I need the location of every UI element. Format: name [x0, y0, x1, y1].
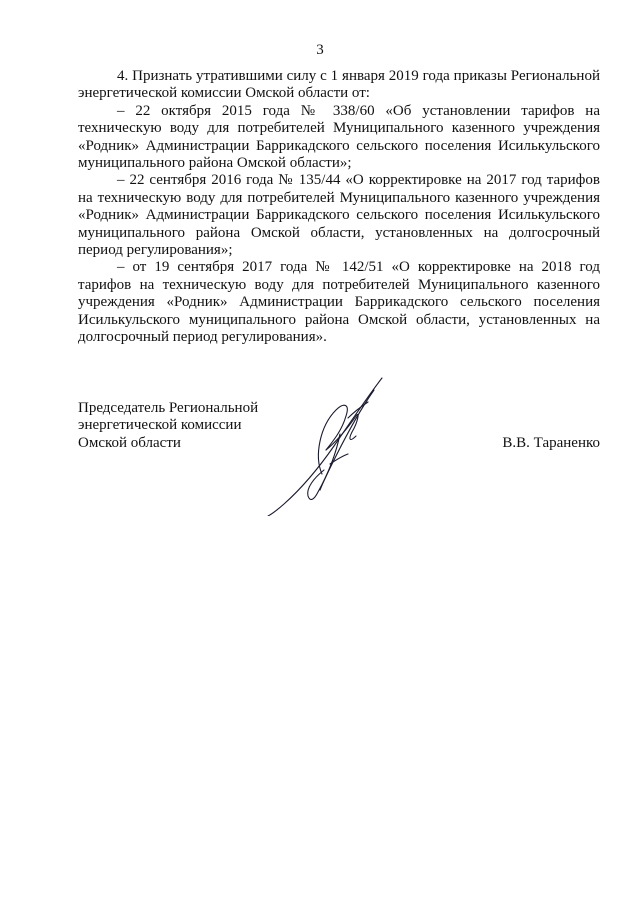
signature-block	[78, 400, 600, 530]
signer-position-line: энергетической комиссии	[78, 417, 242, 434]
paragraph-order-2017: – от 19 сентября 2017 года № 142/51 «О корректировке на 2018 год тарифов на техническую воду для потребителей Муниципального казенного учреждения «Родник» Администрации Баррикадского сельского поселения Исилькульского муниципального района Омской области, установленных на долгосрочный период регулирования».	[78, 259, 600, 346]
page-number: 3	[316, 42, 324, 58]
document-body	[78, 68, 600, 347]
paragraph-order-2015: – 22 октября 2015 года № 338/60 «Об установлении тарифов на техническую воду для потребителей Муниципального казенного учреждения «Родник» Администрации Баррикадского сельского поселения Исилькульского муниципального района Омской области»;	[78, 102, 600, 172]
signer-position-line: Председатель Региональной	[78, 400, 259, 416]
signer-position	[78, 400, 278, 452]
paragraph-item-4: 4. Признать утратившими силу с 1 января 2019 года приказы Региональной энергетической комиссии Омской области от:	[78, 68, 600, 102]
handwritten-signature	[264, 376, 394, 516]
signer-position-line: Омской области	[78, 434, 181, 451]
paragraph-order-2016: – 22 сентября 2016 года № 135/44 «О корректировке на 2017 год тарифов на техническую воду для потребителей Муниципального казенного учреждения «Родник» Администрации Баррикадского сельского поселения Исилькульского муниципального района Омской области, установленных на долгосрочный период регулирования»;	[78, 172, 600, 259]
signer-name: В.В. Тараненко	[502, 434, 600, 451]
